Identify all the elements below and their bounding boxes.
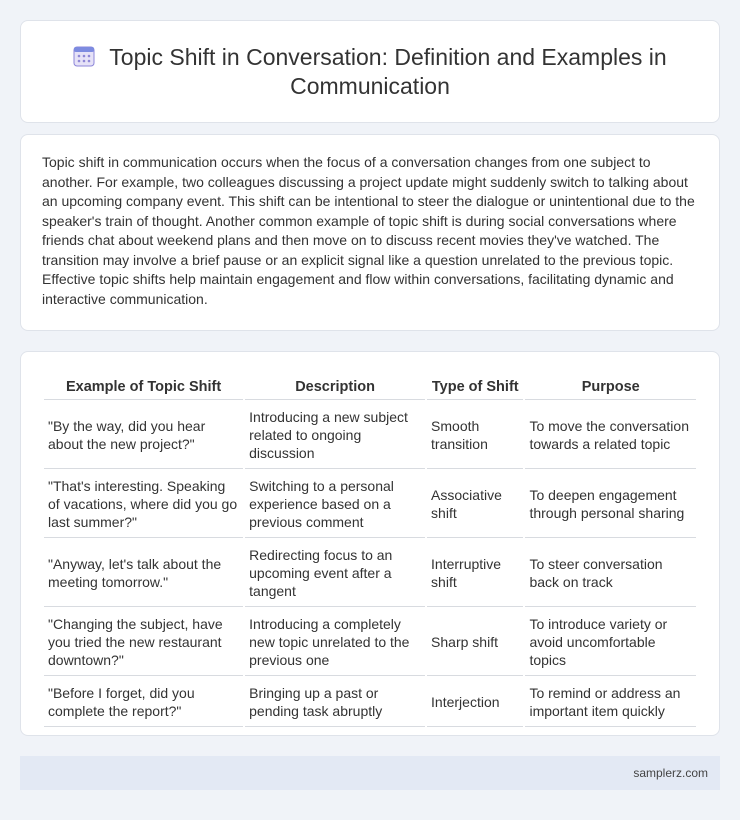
footer-bar — [20, 756, 720, 790]
table-cell: Introducing a new subject related to ongoing discussion — [245, 402, 425, 469]
table-cell: To introduce variety or avoid uncomfortable topics — [525, 609, 696, 676]
table-cell: "By the way, did you hear about the new project?" — [44, 402, 243, 469]
table-cell: Sharp shift — [427, 609, 523, 676]
table-cell: "Anyway, let's talk about the meeting tomorrow." — [44, 540, 243, 607]
table-cell: Switching to a personal experience based on a previous comment — [245, 471, 425, 538]
table-row — [44, 471, 696, 538]
column-header: Purpose — [525, 374, 696, 400]
calendar-icon — [73, 45, 95, 67]
table-row — [44, 402, 696, 469]
intro-paragraph: Topic shift in communication occurs when the focus of a conversation changes from one subject to another. For example, two colleagues discussing a project update might suddenly switch to talking about an upcoming company event. This shift can be intentional to steer the dialogue or unintentional due to the speaker's train of thought. Another common example of topic shift is during social conversations where friends chat about weekend plans and then move on to discuss recent movies they've watched. The transition may involve a brief pause or an explicit signal like a question unrelated to the previous topic. Effective topic shifts help maintain engagement and flow within conversations, facilitating dynamic and interactive communication. — [42, 154, 695, 307]
table-row — [44, 609, 696, 676]
table-cell: Bringing up a past or pending task abruptly — [245, 678, 425, 727]
table-cell: "Before I forget, did you complete the report?" — [44, 678, 243, 727]
table-row — [44, 540, 696, 607]
table-row — [44, 678, 696, 727]
table-cell: To move the conversation towards a related topic — [525, 402, 696, 469]
table-card — [20, 351, 720, 736]
footer-site-link[interactable]: samplerz.com — [633, 766, 708, 780]
table-cell: "That's interesting. Speaking of vacations, where did you go last summer?" — [44, 471, 243, 538]
table-cell: To remind or address an important item quickly — [525, 678, 696, 727]
table-cell: Redirecting focus to an upcoming event after a tangent — [245, 540, 425, 607]
intro-card — [20, 134, 720, 331]
column-header: Example of Topic Shift — [44, 374, 243, 400]
topic-shift-table — [42, 372, 698, 729]
column-header: Description — [245, 374, 425, 400]
table-cell: To steer conversation back on track — [525, 540, 696, 607]
column-header: Type of Shift — [427, 374, 523, 400]
table-cell: Smooth transition — [427, 402, 523, 469]
table-cell: Interruptive shift — [427, 540, 523, 607]
page-title: Topic Shift in Conversation: Definition and Examples in Communication — [109, 43, 667, 99]
table-cell: "Changing the subject, have you tried the new restaurant downtown?" — [44, 609, 243, 676]
table-cell: Interjection — [427, 678, 523, 727]
table-cell: To deepen engagement through personal sharing — [525, 471, 696, 538]
header-card — [20, 20, 720, 123]
table-cell: Introducing a completely new topic unrelated to the previous one — [245, 609, 425, 676]
table-header-row — [44, 374, 696, 400]
table-cell: Associative shift — [427, 471, 523, 538]
